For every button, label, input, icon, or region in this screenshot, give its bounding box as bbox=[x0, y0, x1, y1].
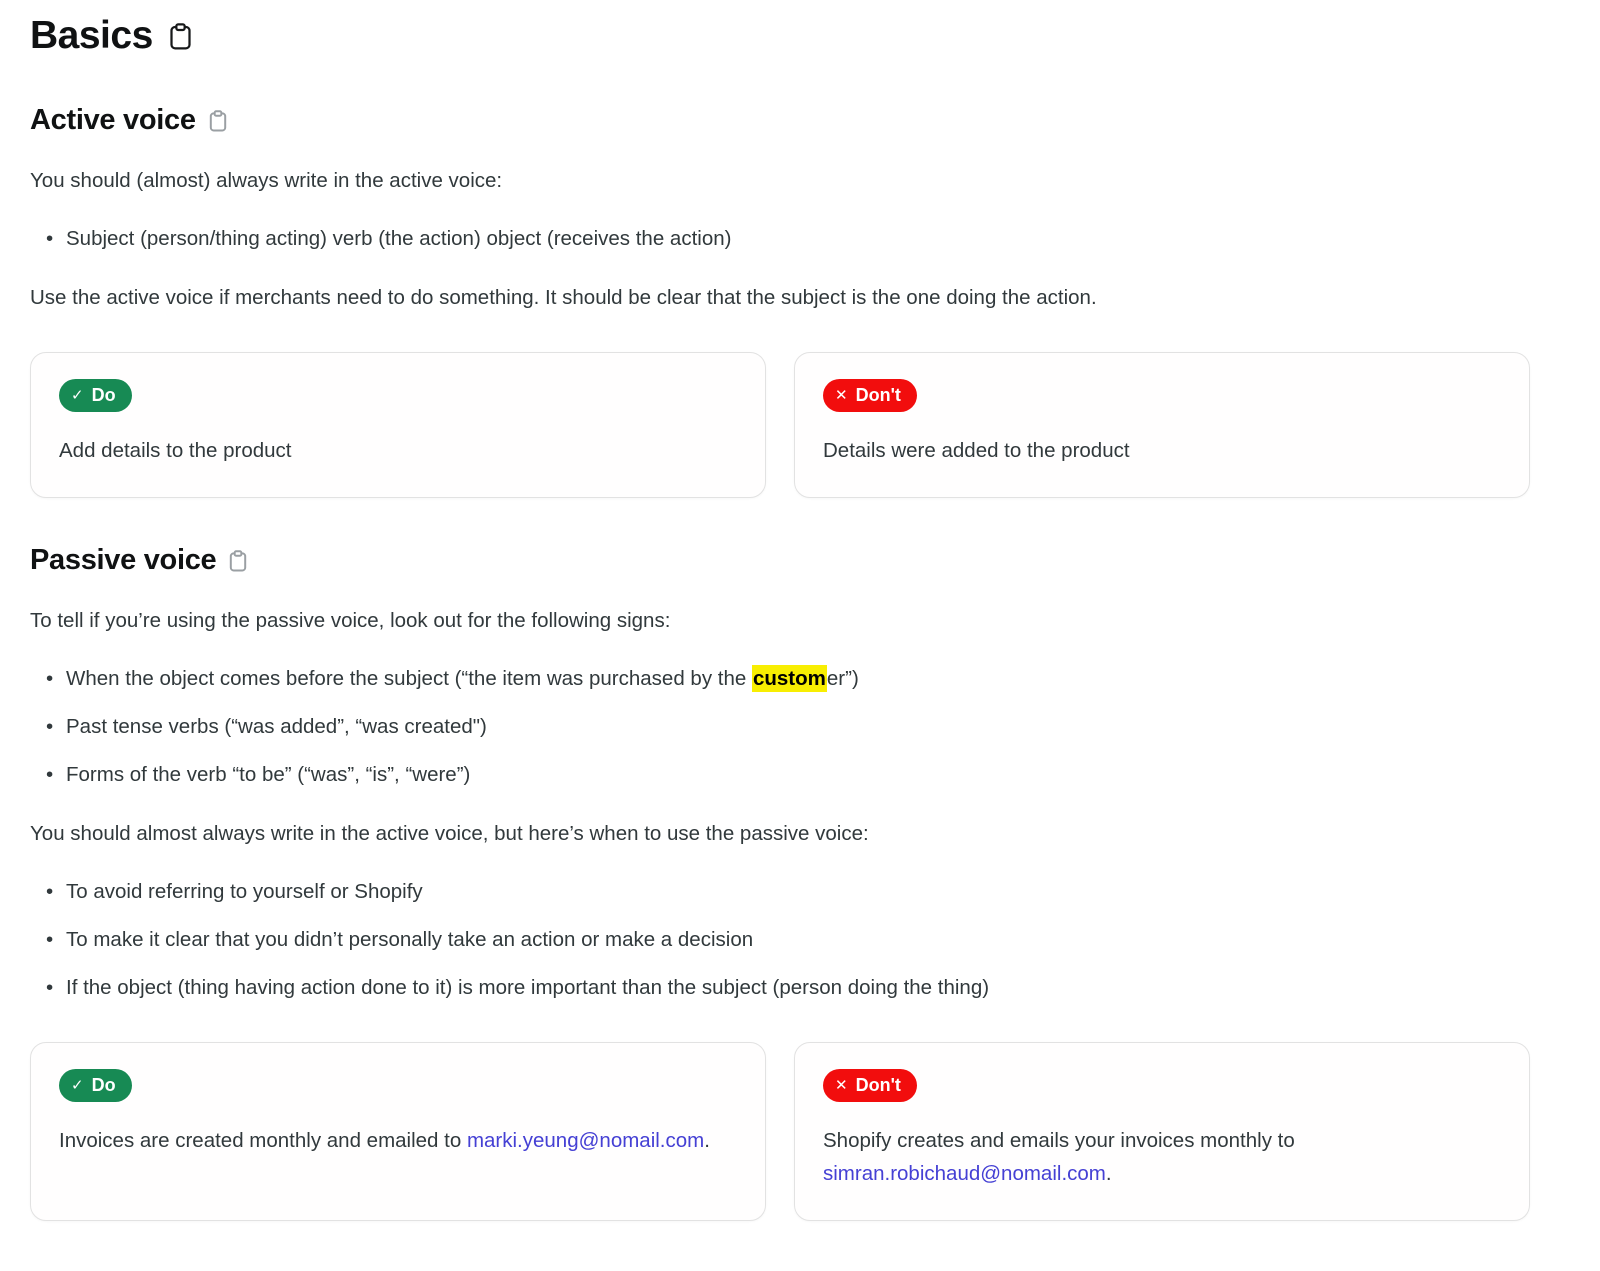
page-title-text: Basics bbox=[30, 14, 153, 57]
list-item: • Subject (person/thing acting) verb (the action) object (receives the action) bbox=[52, 225, 1530, 253]
dont-example-suffix: . bbox=[1105, 1162, 1112, 1185]
do-badge bbox=[59, 1069, 132, 1102]
do-badge-label: Do bbox=[91, 385, 116, 405]
copy-link-icon[interactable] bbox=[229, 550, 247, 572]
section-active-voice bbox=[30, 104, 1530, 498]
copy-link-icon[interactable] bbox=[209, 110, 227, 132]
section-passive-voice bbox=[30, 544, 1530, 1221]
passive-voice-heading-text: Passive voice bbox=[30, 544, 217, 576]
dont-example-text: Details were added to the product bbox=[823, 439, 1130, 462]
do-badge bbox=[59, 379, 132, 412]
active-voice-heading bbox=[30, 104, 1530, 137]
passive-voice-when-intro: You should almost always write in the active voice, but here’s when to use the passive voice: bbox=[30, 822, 869, 845]
dont-badge-label: Don't bbox=[855, 385, 901, 405]
do-example-suffix: . bbox=[704, 1129, 710, 1152]
dont-example-text bbox=[823, 1124, 1499, 1190]
active-voice-heading-text: Active voice bbox=[30, 104, 196, 136]
passive-voice-when-list bbox=[30, 878, 1530, 1002]
dont-badge bbox=[823, 379, 917, 412]
highlighted-text: custom bbox=[752, 667, 826, 690]
active-voice-example-cards bbox=[30, 352, 1530, 498]
do-example-prefix: Invoices are created monthly and emailed to bbox=[59, 1129, 467, 1152]
x-icon: ✕ bbox=[835, 1076, 848, 1094]
page-title bbox=[30, 14, 1530, 58]
active-voice-outro: Use the active voice if merchants need to do something. It should be clear that the subject is the one doing the action. bbox=[30, 286, 1097, 309]
passive-voice-intro: To tell if you’re using the passive voice, look out for the following signs: bbox=[30, 609, 671, 632]
list-item: • Past tense verbs (“was added”, “was created") bbox=[52, 713, 1530, 741]
dont-badge-label: Don't bbox=[855, 1075, 901, 1095]
email-link[interactable]: simran.robichaud@nomail.com bbox=[823, 1162, 1106, 1185]
list-item: • Forms of the verb “to be” (“was”, “is”, “were”) bbox=[52, 761, 1530, 789]
clipboard-icon bbox=[209, 110, 227, 132]
content-area bbox=[30, 14, 1530, 1221]
active-voice-bullet-list bbox=[30, 225, 1530, 253]
do-badge-label: Do bbox=[91, 1075, 116, 1095]
clipboard-icon bbox=[169, 23, 192, 50]
check-icon: ✓ bbox=[71, 1076, 84, 1094]
do-example-text bbox=[59, 1124, 735, 1157]
sign1-prefix: When the object comes before the subject (“the item was purchased by the bbox=[66, 667, 752, 690]
check-icon: ✓ bbox=[71, 386, 84, 404]
x-icon: ✕ bbox=[835, 386, 848, 404]
dont-example-prefix: Shopify creates and emails your invoices monthly to bbox=[823, 1129, 1295, 1152]
email-link[interactable]: marki.yeung@nomail.com bbox=[466, 1129, 705, 1152]
do-card bbox=[30, 352, 766, 498]
passive-voice-signs-list bbox=[30, 665, 1530, 789]
passive-voice-heading bbox=[30, 544, 1530, 577]
sign1-suffix: er”) bbox=[826, 667, 859, 690]
do-card bbox=[30, 1042, 766, 1221]
list-item bbox=[52, 665, 1530, 693]
clipboard-icon bbox=[229, 550, 247, 572]
dont-card bbox=[794, 352, 1530, 498]
copy-link-icon[interactable] bbox=[169, 23, 192, 50]
active-voice-intro: You should (almost) always write in the active voice: bbox=[30, 169, 503, 192]
passive-voice-example-cards bbox=[30, 1042, 1530, 1221]
list-item: • To make it clear that you didn’t personally take an action or make a decision bbox=[52, 926, 1530, 954]
dont-badge bbox=[823, 1069, 917, 1102]
do-example-text: Add details to the product bbox=[59, 439, 292, 462]
list-item: • If the object (thing having action done to it) is more important than the subject (person doing the thing) bbox=[52, 974, 1530, 1002]
list-item: • To avoid referring to yourself or Shopify bbox=[52, 878, 1530, 906]
dont-card bbox=[794, 1042, 1530, 1221]
